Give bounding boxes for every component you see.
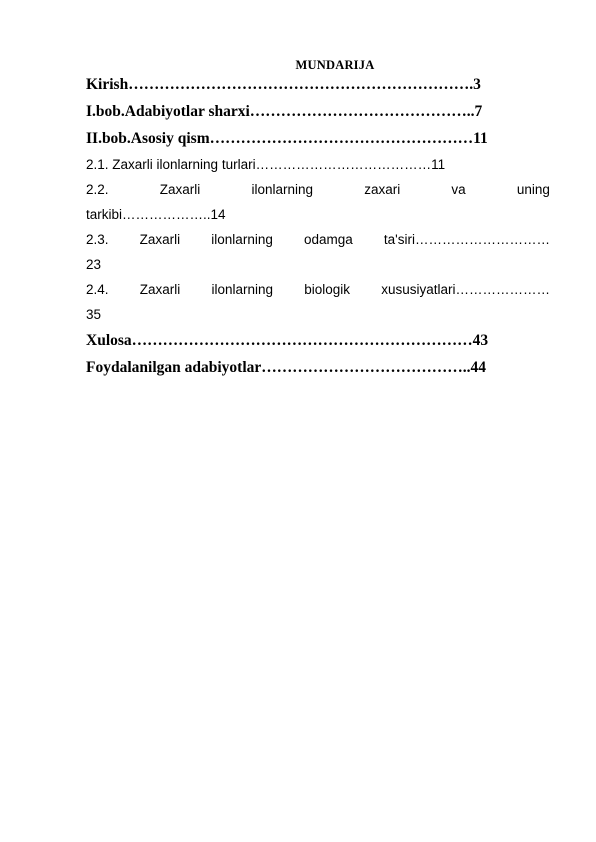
- toc-entry-adabiyotlar-sharxi: I.bob.Adabiyotlar sharxi……………………………………..7: [86, 103, 483, 120]
- toc-entry-foydalanilgan-adabiyotlar: Foydalanilgan adabiyotlar…………………………………..44: [86, 359, 487, 376]
- toc-entry-xulosa: Xulosa…………………………………………………………43: [86, 332, 489, 349]
- toc-entry-2-3-line2: 23: [86, 257, 102, 272]
- toc-word: 2.3.: [86, 232, 109, 247]
- page-title: MUNDARIJA: [295, 58, 375, 72]
- toc-word: ilonlarning: [211, 282, 273, 297]
- toc-entry-2-2-line2: tarkibi………………..14: [86, 207, 226, 222]
- toc-word: ta'siri…………………………: [383, 232, 550, 247]
- toc-entry-2-1-turlari: 2.1. Zaxarli ilonlarning turlari…………………………………11: [86, 157, 446, 172]
- toc-word: 2.2.: [86, 182, 109, 197]
- toc-word: xususiyatlari…………………: [381, 282, 550, 297]
- toc-word: ilonlarning: [251, 182, 313, 197]
- toc-word: 2.4.: [86, 282, 109, 297]
- toc-word: Zaxarli: [159, 182, 201, 197]
- toc-entry-asosiy-qism: II.bob.Asosiy qism……………………………………………11: [86, 130, 488, 147]
- toc-word: va: [451, 182, 466, 197]
- toc-entry-2-2-line1: [86, 179, 550, 201]
- toc-entry-2-4-line2: 35: [86, 307, 102, 322]
- toc-word: biologik: [304, 282, 350, 297]
- toc-entry-kirish: Kirish………………………………………………………….3: [86, 76, 481, 93]
- toc-word: odamga: [303, 232, 353, 247]
- toc-entry-2-3-line1: [86, 229, 550, 251]
- toc-word: Zaxarli: [139, 282, 181, 297]
- table-of-contents: [86, 73, 550, 383]
- toc-entry-2-4-line1: [86, 279, 550, 301]
- toc-word: uning: [516, 182, 550, 197]
- toc-word: ilonlarning: [211, 232, 273, 247]
- toc-word: zaxari: [364, 182, 401, 197]
- toc-word: Zaxarli: [139, 232, 181, 247]
